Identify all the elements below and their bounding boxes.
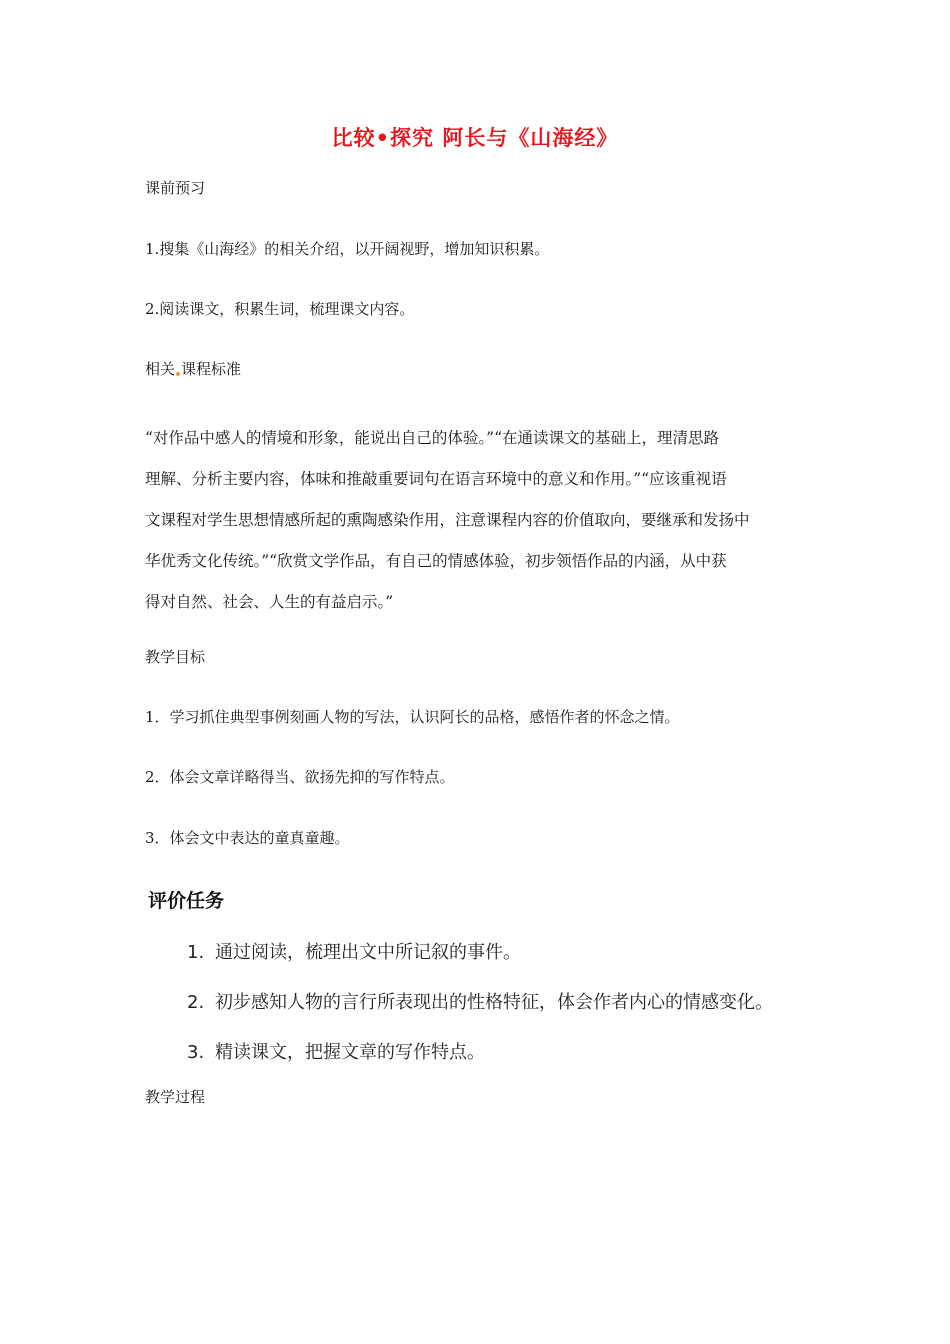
preview-item-2: 2.阅读课文，积累生词，梳理课文内容。 <box>145 300 415 318</box>
evaluation-item-number: 1. <box>187 942 205 963</box>
evaluation-item-number: 2. <box>187 992 205 1013</box>
process-heading: 教学过程 <box>145 1088 206 1106</box>
evaluation-item-text: 通过阅读，梳理出文中所记叙的事件。 <box>215 942 521 963</box>
evaluation-item-2 <box>187 988 773 1014</box>
preview-item-1: 1.搜集《山海经》的相关介绍，以开阔视野，增加知识积累。 <box>145 240 550 258</box>
evaluation-item-text: 初步感知人物的言行所表现出的性格特征，体会作者内心的情感变化。 <box>215 992 773 1013</box>
standards-line-4: 华优秀文化传统。”“欣赏文学作品，有自己的情感体验，初步领悟作品的内涵，从中获 <box>145 552 727 570</box>
bullet-dot-icon <box>176 372 180 376</box>
standards-line-2: 理解、分析主要内容，体味和推敲重要词句在语言环境中的意义和作用。”“应该重视语 <box>145 470 727 488</box>
standards-heading <box>145 359 241 379</box>
standards-heading-part-2: 课程标准 <box>181 360 242 378</box>
evaluation-heading: 评价任务 <box>148 890 225 912</box>
evaluation-item-1 <box>187 938 521 964</box>
standards-heading-part-1: 相关 <box>145 360 176 378</box>
goals-item-1: 1．学习抓住典型事例刻画人物的写法，认识阿长的品格，感悟作者的怀念之情。 <box>145 708 680 726</box>
standards-line-3: 文课程对学生思想情感所起的熏陶感染作用，注意课程内容的价值取向，要继承和发扬中 <box>145 511 750 529</box>
evaluation-item-number: 3. <box>187 1042 205 1063</box>
standards-line-5: 得对自然、社会、人生的有益启示。” <box>145 593 394 611</box>
goals-item-2: 2．体会文章详略得当、欲扬先抑的写作特点。 <box>145 768 455 786</box>
evaluation-item-3 <box>187 1038 485 1064</box>
standards-line-1: “对作品中感人的情境和形象，能说出自己的体验。”“在通读课文的基础上，理清思路 <box>145 429 720 447</box>
preview-heading: 课前预习 <box>145 179 206 197</box>
goals-heading: 教学目标 <box>145 648 206 666</box>
standards-paragraph <box>145 418 810 623</box>
page-title: 比较•探究 阿长与《山海经》 <box>331 126 619 150</box>
goals-item-3: 3．体会文中表达的童真童趣。 <box>145 829 350 847</box>
evaluation-item-text: 精读课文，把握文章的写作特点。 <box>215 1042 485 1063</box>
